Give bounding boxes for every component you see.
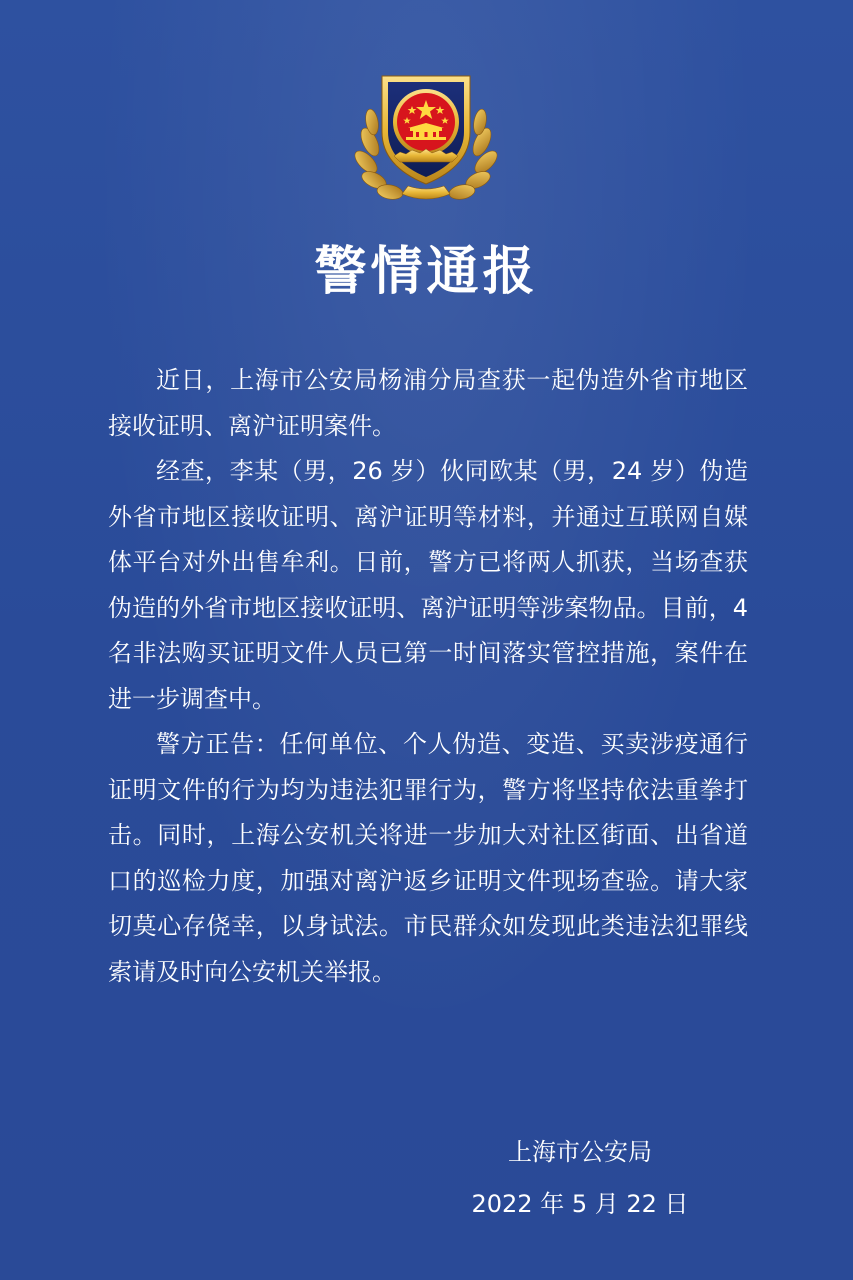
issue-date: 2022 年 5 月 22 日 [471, 1190, 689, 1218]
page-title: 警情通报 [314, 242, 539, 302]
paragraph-2: 经查，李某（男，26 岁）伙同欧某（男，24 岁）伪造外省市地区接收证明、离沪证明等材料，并通过互联网自媒体平台对外出售牟利。日前，警方已将两人抓获，当场查获伪造的外省市地区接收证明、离沪证明等涉案物品。目前，4 名非法购买证明文件人员已第一时间落实管控措施，案件在进一步调查中。 [108, 457, 748, 713]
signature-block [440, 1126, 720, 1230]
notice-body [108, 358, 748, 995]
paragraph-1: 近日，上海市公安局杨浦分局查获一起伪造外省市地区接收证明、离沪证明案件。 [108, 366, 748, 440]
issuing-organization: 上海市公安局 [508, 1138, 652, 1166]
police-emblem-icon [352, 62, 500, 204]
paragraph-3: 警方正告：任何单位、个人伪造、变造、买卖涉疫通行证明文件的行为均为违法犯罪行为，警方将坚持依法重拳打击。同时，上海公安机关将进一步加大对社区街面、出省道口的巡检力度，加强对离沪返乡证明文件现场查验。请大家切莫心存侥幸，以身试法。市民群众如发现此类违法犯罪线索请及时向公安机关举报。 [108, 730, 748, 986]
